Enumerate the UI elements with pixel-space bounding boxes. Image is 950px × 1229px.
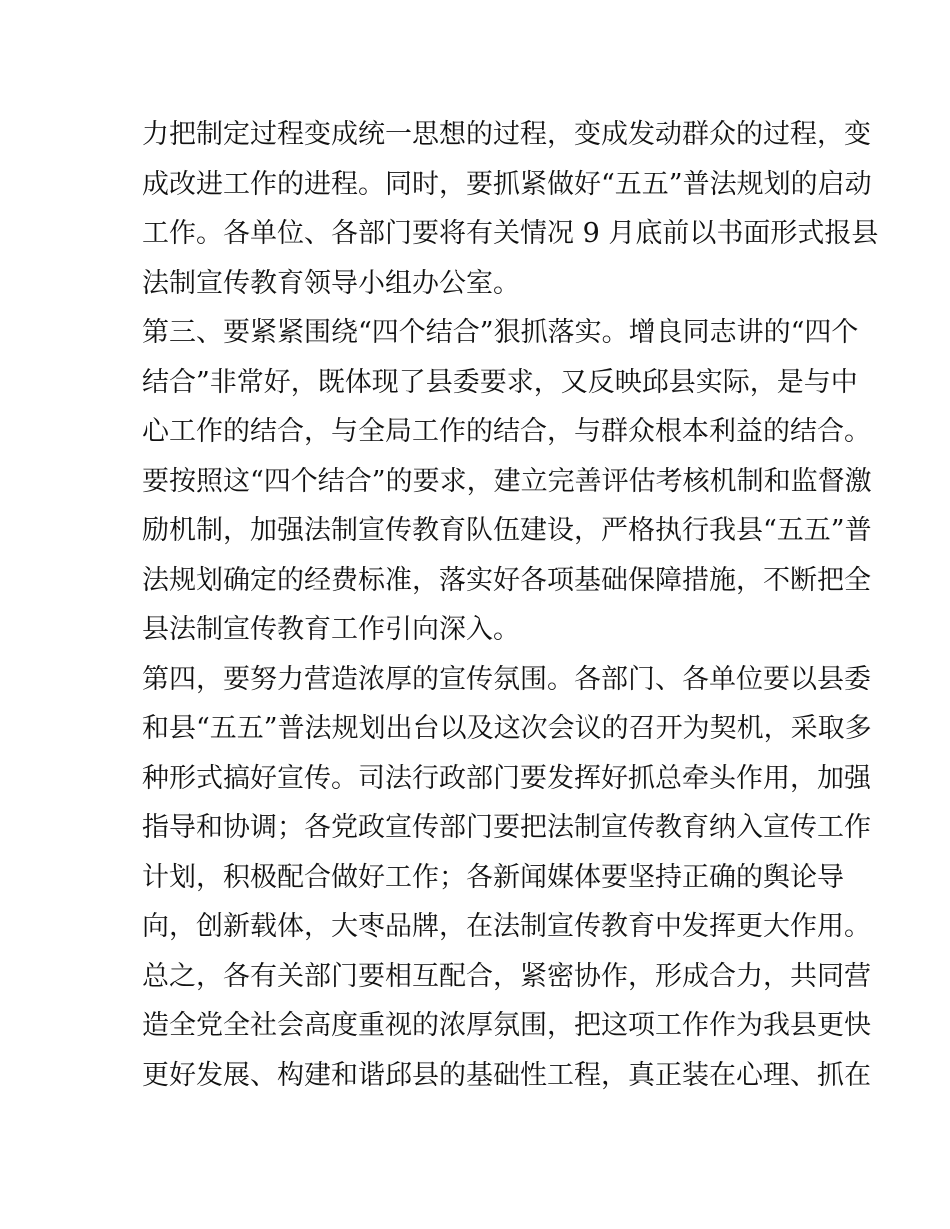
text-line: 种形式搞好宣传。司法行政部门要发挥好抓总牵头作用，加强 xyxy=(142,762,871,794)
text-line: 总之，各有关部门要相互配合，紧密协作，形成合力，共同营 xyxy=(142,960,871,992)
text-line: 要按照这“四个结合”的要求，建立完善评估考核机制和监督激 xyxy=(142,465,872,497)
text-line: 造全党全社会高度重视的浓厚氛围，把这项工作作为我县更快 xyxy=(142,1010,871,1041)
text-line: 第三、要紧紧围绕“四个结合”狠抓落实。增良同志讲的“四个 xyxy=(142,317,859,348)
text-line: 结合”非常好，既体现了县委要求，又反映邱县实际，是与中 xyxy=(142,366,858,398)
text-line: 心工作的结合，与全局工作的结合，与群众根本利益的结合。 xyxy=(142,416,871,447)
text-line: 和县“五五”普法规划出台以及这次会议的召开为契机，采取多 xyxy=(142,713,872,744)
text-line: 力把制定过程变成统一思想的过程，变成发动群众的过程，变 xyxy=(142,119,871,150)
document-body xyxy=(142,110,879,1100)
text-line: 励机制，加强法制宣传教育队伍建设，严格执行我县“五五”普 xyxy=(142,515,872,546)
text-line: 指导和协调；各党政宣传部门要把法制宣传教育纳入宣传工作 xyxy=(142,812,871,843)
text-line: 第四，要努力营造浓厚的宣传氛围。各部门、各单位要以县委 xyxy=(142,663,871,695)
text-line: 计划，积极配合做好工作；各新闻媒体要坚持正确的舆论导 xyxy=(142,861,844,893)
text-line: 向，创新载体，大枣品牌，在法制宣传教育中发挥更大作用。 xyxy=(142,911,871,942)
text-line: 县法制宣传教育工作引向深入。 xyxy=(142,614,520,645)
text-line: 成改进工作的进程。同时，要抓紧做好“五五”普法规划的启动 xyxy=(142,168,872,200)
text-line: 更好发展、构建和谐邱县的基础性工程，真正装在心理、抓在 xyxy=(142,1059,871,1091)
text-line: 法规划确定的经费标准，落实好各项基础保障措施，不断把全 xyxy=(142,564,871,596)
text-line: 工作。各单位、各部门要将有关情况 9 月底前以书面形式报县 xyxy=(142,218,879,249)
text-line: 法制宣传教育领导小组办公室。 xyxy=(142,267,520,299)
